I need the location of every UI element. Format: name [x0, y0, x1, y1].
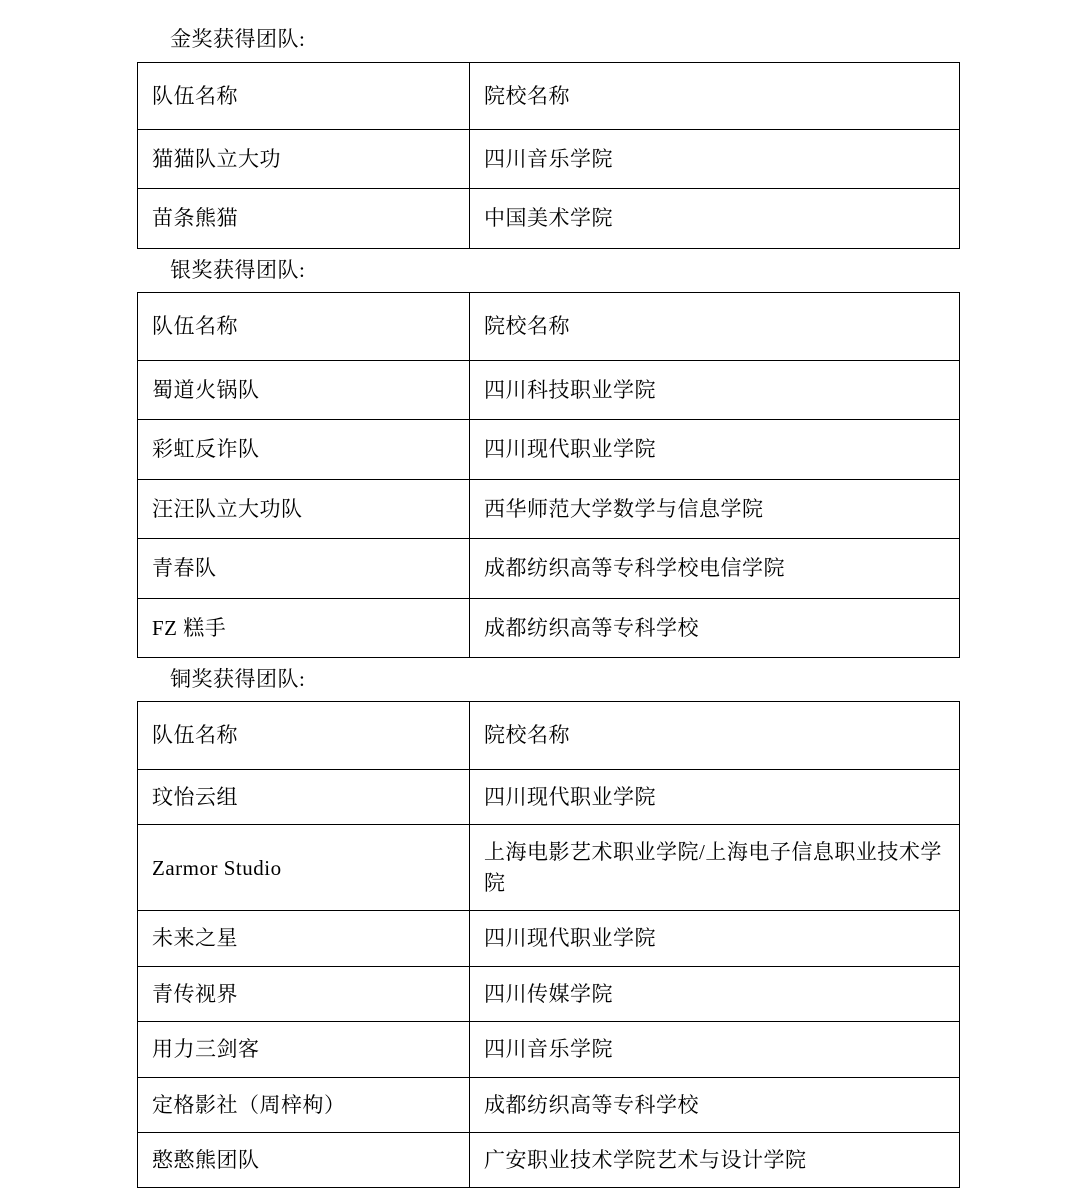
cell-school-name: 成都纺织高等专科学校	[470, 1077, 960, 1132]
section-heading-bronze: 铜奖获得团队:	[170, 666, 306, 691]
cell-school-name: 四川音乐学院	[470, 1022, 960, 1077]
table-row	[138, 1077, 960, 1132]
column-header-team-name: 队伍名称	[138, 62, 470, 129]
cell-team-name: 青传视界	[138, 966, 470, 1021]
column-header-school-name: 院校名称	[470, 702, 960, 769]
cell-school-name: 上海电影艺术职业学院/上海电子信息职业技术学院	[470, 825, 960, 911]
cell-team-name: 猫猫队立大功	[138, 129, 470, 188]
cell-team-name: 用力三剑客	[138, 1022, 470, 1077]
cell-school-name: 四川音乐学院	[470, 129, 960, 188]
cell-team-name: 汪汪队立大功队	[138, 479, 470, 538]
table-row	[138, 129, 960, 188]
table-header-row	[138, 293, 960, 360]
cell-team-name: 青春队	[138, 539, 470, 598]
cell-school-name: 四川科技职业学院	[470, 360, 960, 419]
table-row	[138, 1022, 960, 1077]
cell-school-name: 四川现代职业学院	[470, 420, 960, 479]
cell-school-name: 成都纺织高等专科学校电信学院	[470, 539, 960, 598]
section-heading-gold: 金奖获得团队:	[170, 27, 306, 51]
cell-team-name: 玟怡云组	[138, 769, 470, 824]
section-bronze-award	[0, 664, 1080, 1188]
cell-school-name: 西华师范大学数学与信息学院	[470, 479, 960, 538]
table-row	[138, 911, 960, 966]
section-silver-award	[0, 255, 1080, 658]
table-row	[138, 189, 960, 248]
table-row	[138, 598, 960, 657]
cell-team-name: 蜀道火锅队	[138, 360, 470, 419]
cell-school-name: 成都纺织高等专科学校	[470, 598, 960, 657]
gold-award-table	[137, 62, 960, 249]
table-row	[138, 769, 960, 824]
cell-team-name: 憨憨熊团队	[138, 1132, 470, 1187]
column-header-team-name: 队伍名称	[138, 702, 470, 769]
cell-team-name: 彩虹反诈队	[138, 420, 470, 479]
bronze-award-table	[137, 701, 960, 1188]
section-heading-silver: 银奖获得团队:	[170, 257, 306, 282]
cell-team-name: 未来之星	[138, 911, 470, 966]
table-row	[138, 479, 960, 538]
cell-team-name: FZ 糕手	[138, 598, 470, 657]
cell-school-name: 四川传媒学院	[470, 966, 960, 1021]
cell-school-name: 四川现代职业学院	[470, 911, 960, 966]
table-row	[138, 420, 960, 479]
table-row	[138, 1132, 960, 1187]
table-row	[138, 539, 960, 598]
cell-school-name: 四川现代职业学院	[470, 769, 960, 824]
table-row	[138, 360, 960, 419]
cell-team-name: Zarmor Studio	[138, 825, 470, 911]
column-header-school-name: 院校名称	[470, 293, 960, 360]
column-header-team-name: 队伍名称	[138, 293, 470, 360]
cell-school-name: 广安职业技术学院艺术与设计学院	[470, 1132, 960, 1187]
table-row	[138, 966, 960, 1021]
silver-award-table	[137, 292, 960, 658]
table-header-row	[138, 62, 960, 129]
column-header-school-name: 院校名称	[470, 62, 960, 129]
table-header-row	[138, 702, 960, 769]
cell-team-name: 定格影社（周梓枸）	[138, 1077, 470, 1132]
section-gold-award	[0, 24, 1080, 249]
cell-team-name: 苗条熊猫	[138, 189, 470, 248]
cell-school-name: 中国美术学院	[470, 189, 960, 248]
table-row	[138, 825, 960, 911]
